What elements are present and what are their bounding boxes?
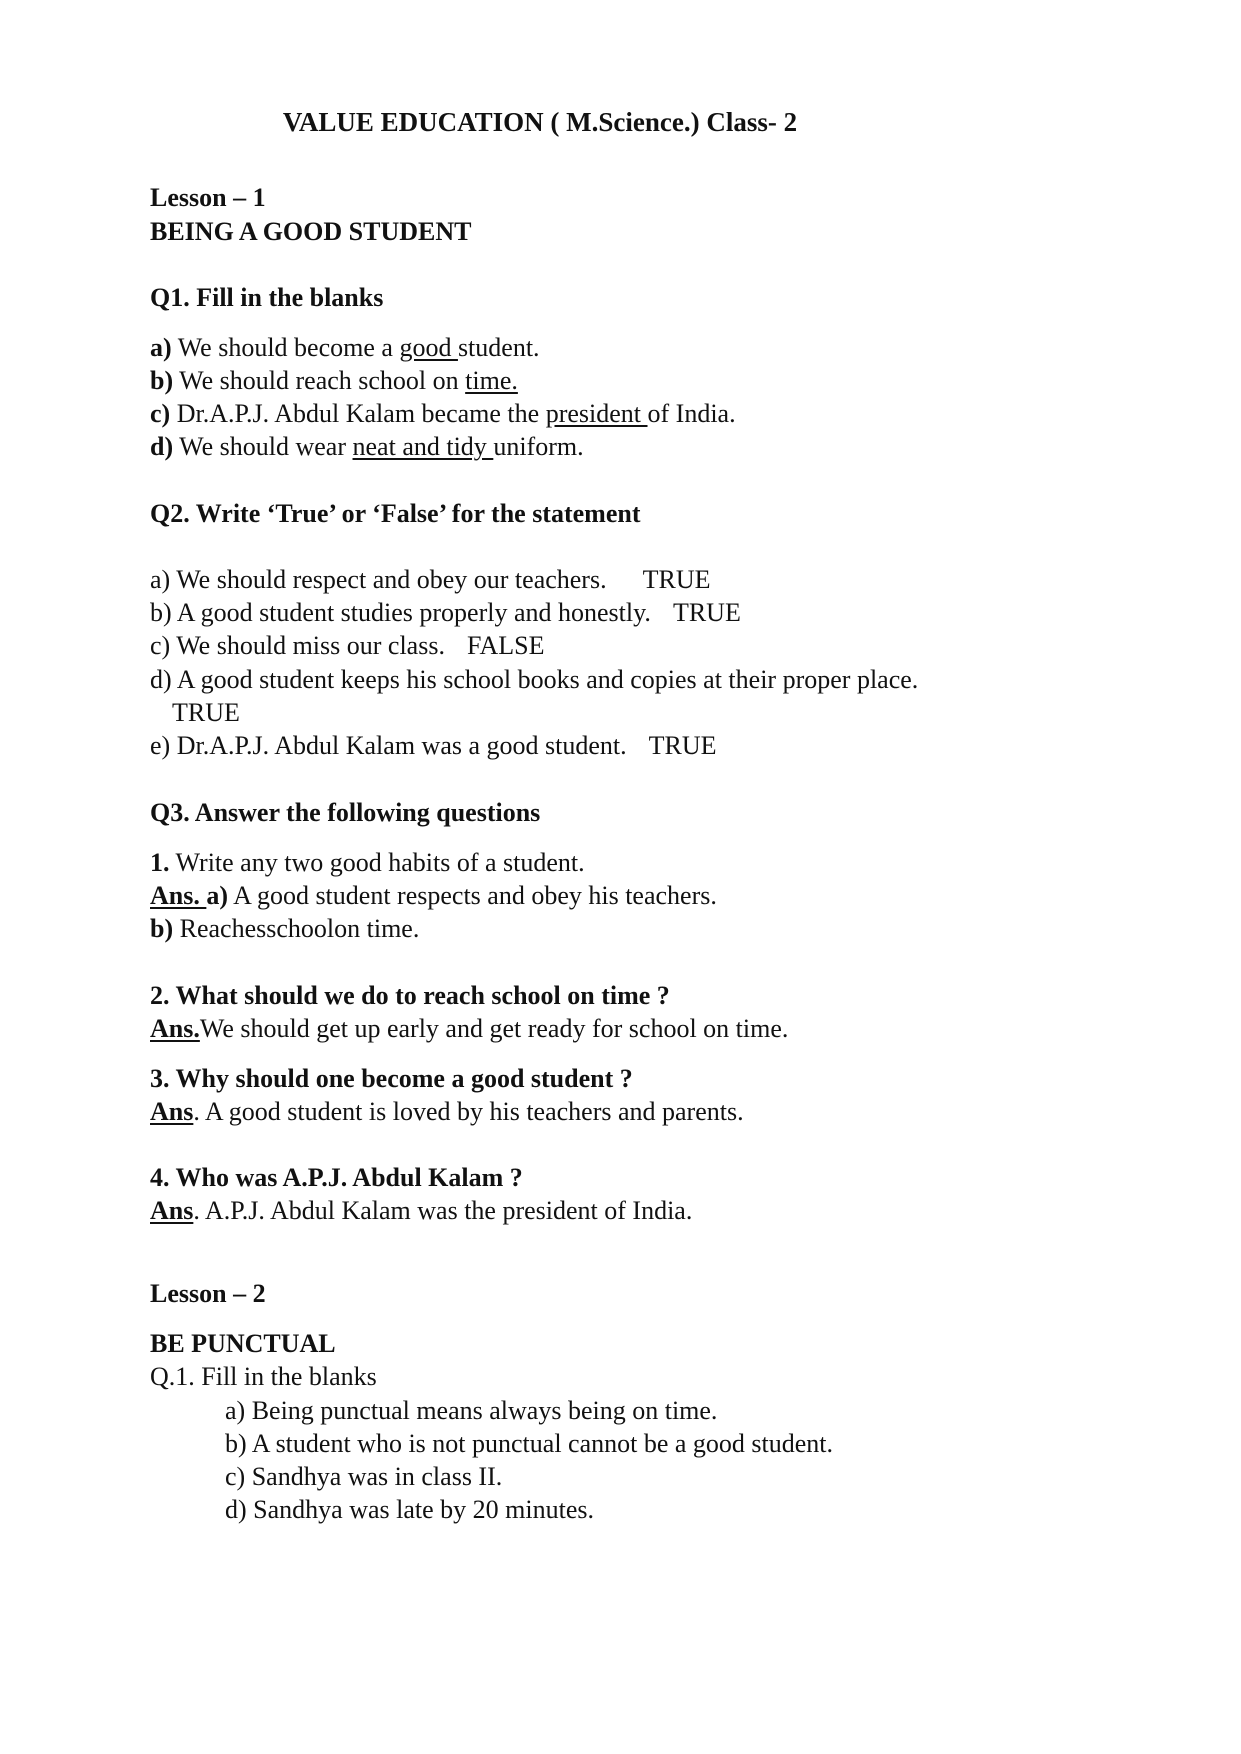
q1-item-d — [150, 431, 584, 463]
q2-item-b — [150, 597, 741, 629]
item-text: uniform. — [493, 432, 584, 461]
q2-heading: Q2. Write ‘True’ or ‘False’ for the statement — [150, 499, 641, 528]
q3-answer-2 — [150, 1013, 788, 1045]
item-marker: a) — [150, 333, 172, 362]
question-number: 1. — [150, 848, 170, 877]
q3-question-1 — [150, 847, 585, 879]
lesson-2-title: BE PUNCTUAL — [150, 1329, 336, 1358]
lesson-2-item-b: b) A student who is not punctual cannot be a good student. — [225, 1429, 834, 1458]
item-text: We should become a — [171, 333, 400, 362]
q2-item-d: d) A good student keeps his school books and copies at their proper place. — [150, 665, 919, 694]
q3-answer-1b — [150, 913, 419, 945]
question-text: Write any two good habits of a student. — [169, 848, 585, 877]
item-marker: d) — [150, 432, 174, 461]
q3-answer-4 — [150, 1195, 692, 1227]
ans-label: Ans — [150, 1196, 194, 1225]
q1-item-b — [150, 365, 518, 397]
statement: b) A good student studies properly and honestly. — [150, 598, 651, 627]
item-text: We should reach school on — [173, 366, 466, 395]
item-answer: good — [399, 333, 458, 362]
ans-label: Ans. — [150, 1014, 200, 1043]
q3-answer-1a — [150, 880, 717, 912]
q2-item-d-answer: TRUE — [172, 698, 240, 727]
q1-item-a — [150, 332, 540, 364]
q1-item-c — [150, 398, 736, 430]
lesson-1-label: Lesson – 1 — [150, 183, 266, 212]
item-text: of India. — [647, 399, 736, 428]
lesson-2-item-a: a) Being punctual means always being on time. — [225, 1396, 718, 1425]
q2-item-c — [150, 630, 544, 662]
item-text: Dr.A.P.J. Abdul Kalam became the — [170, 399, 546, 428]
item-marker: a) — [206, 881, 229, 910]
ans-label: Ans — [150, 1097, 194, 1126]
lesson-2-item-c: c) Sandhya was in class II. — [225, 1462, 503, 1491]
q3-answer-3 — [150, 1096, 744, 1128]
item-text: student. — [457, 333, 540, 362]
answer-text: . A good student is loved by his teachers and parents. — [193, 1097, 744, 1126]
answer-text: A good student respects and obey his teachers. — [228, 881, 717, 910]
item-answer: time. — [465, 366, 518, 395]
lesson-2-q1-heading: Q.1. Fill in the blanks — [150, 1362, 377, 1391]
answer-text: . A.P.J. Abdul Kalam was the president of India. — [193, 1196, 693, 1225]
statement: c) We should miss our class. — [150, 631, 445, 660]
item-answer: neat and tidy — [352, 432, 494, 461]
q2-item-e — [150, 730, 717, 762]
item-marker: c) — [150, 399, 171, 428]
statement-answer: FALSE — [466, 631, 545, 660]
q1-heading: Q1. Fill in the blanks — [150, 283, 384, 312]
statement-answer: TRUE — [648, 731, 717, 760]
lesson-1-title: BEING A GOOD STUDENT — [150, 217, 472, 246]
item-marker: b) — [150, 914, 174, 943]
answer-text: We should get up early and get ready for school on time. — [199, 1014, 789, 1043]
item-answer: president — [545, 399, 648, 428]
answer-text: Reachesschoolon time. — [173, 914, 420, 943]
statement-answer: TRUE — [642, 565, 711, 594]
lesson-2-label: Lesson – 2 — [150, 1279, 266, 1308]
q3-question-3: 3. Why should one become a good student ? — [150, 1064, 633, 1093]
ans-label: Ans. — [150, 881, 207, 910]
item-marker: b) — [150, 366, 174, 395]
lesson-2-item-d: d) Sandhya was late by 20 minutes. — [225, 1495, 594, 1524]
statement-answer: TRUE — [672, 598, 741, 627]
document-title: VALUE EDUCATION ( M.Science.) Class- 2 — [282, 107, 798, 137]
q3-heading: Q3. Answer the following questions — [150, 798, 541, 827]
q3-question-4: 4. Who was A.P.J. Abdul Kalam ? — [150, 1163, 523, 1192]
q2-item-a — [150, 564, 710, 596]
statement: a) We should respect and obey our teachers. — [150, 565, 607, 594]
item-text: We should wear — [173, 432, 353, 461]
q3-question-2: 2. What should we do to reach school on time ? — [150, 981, 670, 1010]
statement: e) Dr.A.P.J. Abdul Kalam was a good student. — [150, 731, 627, 760]
